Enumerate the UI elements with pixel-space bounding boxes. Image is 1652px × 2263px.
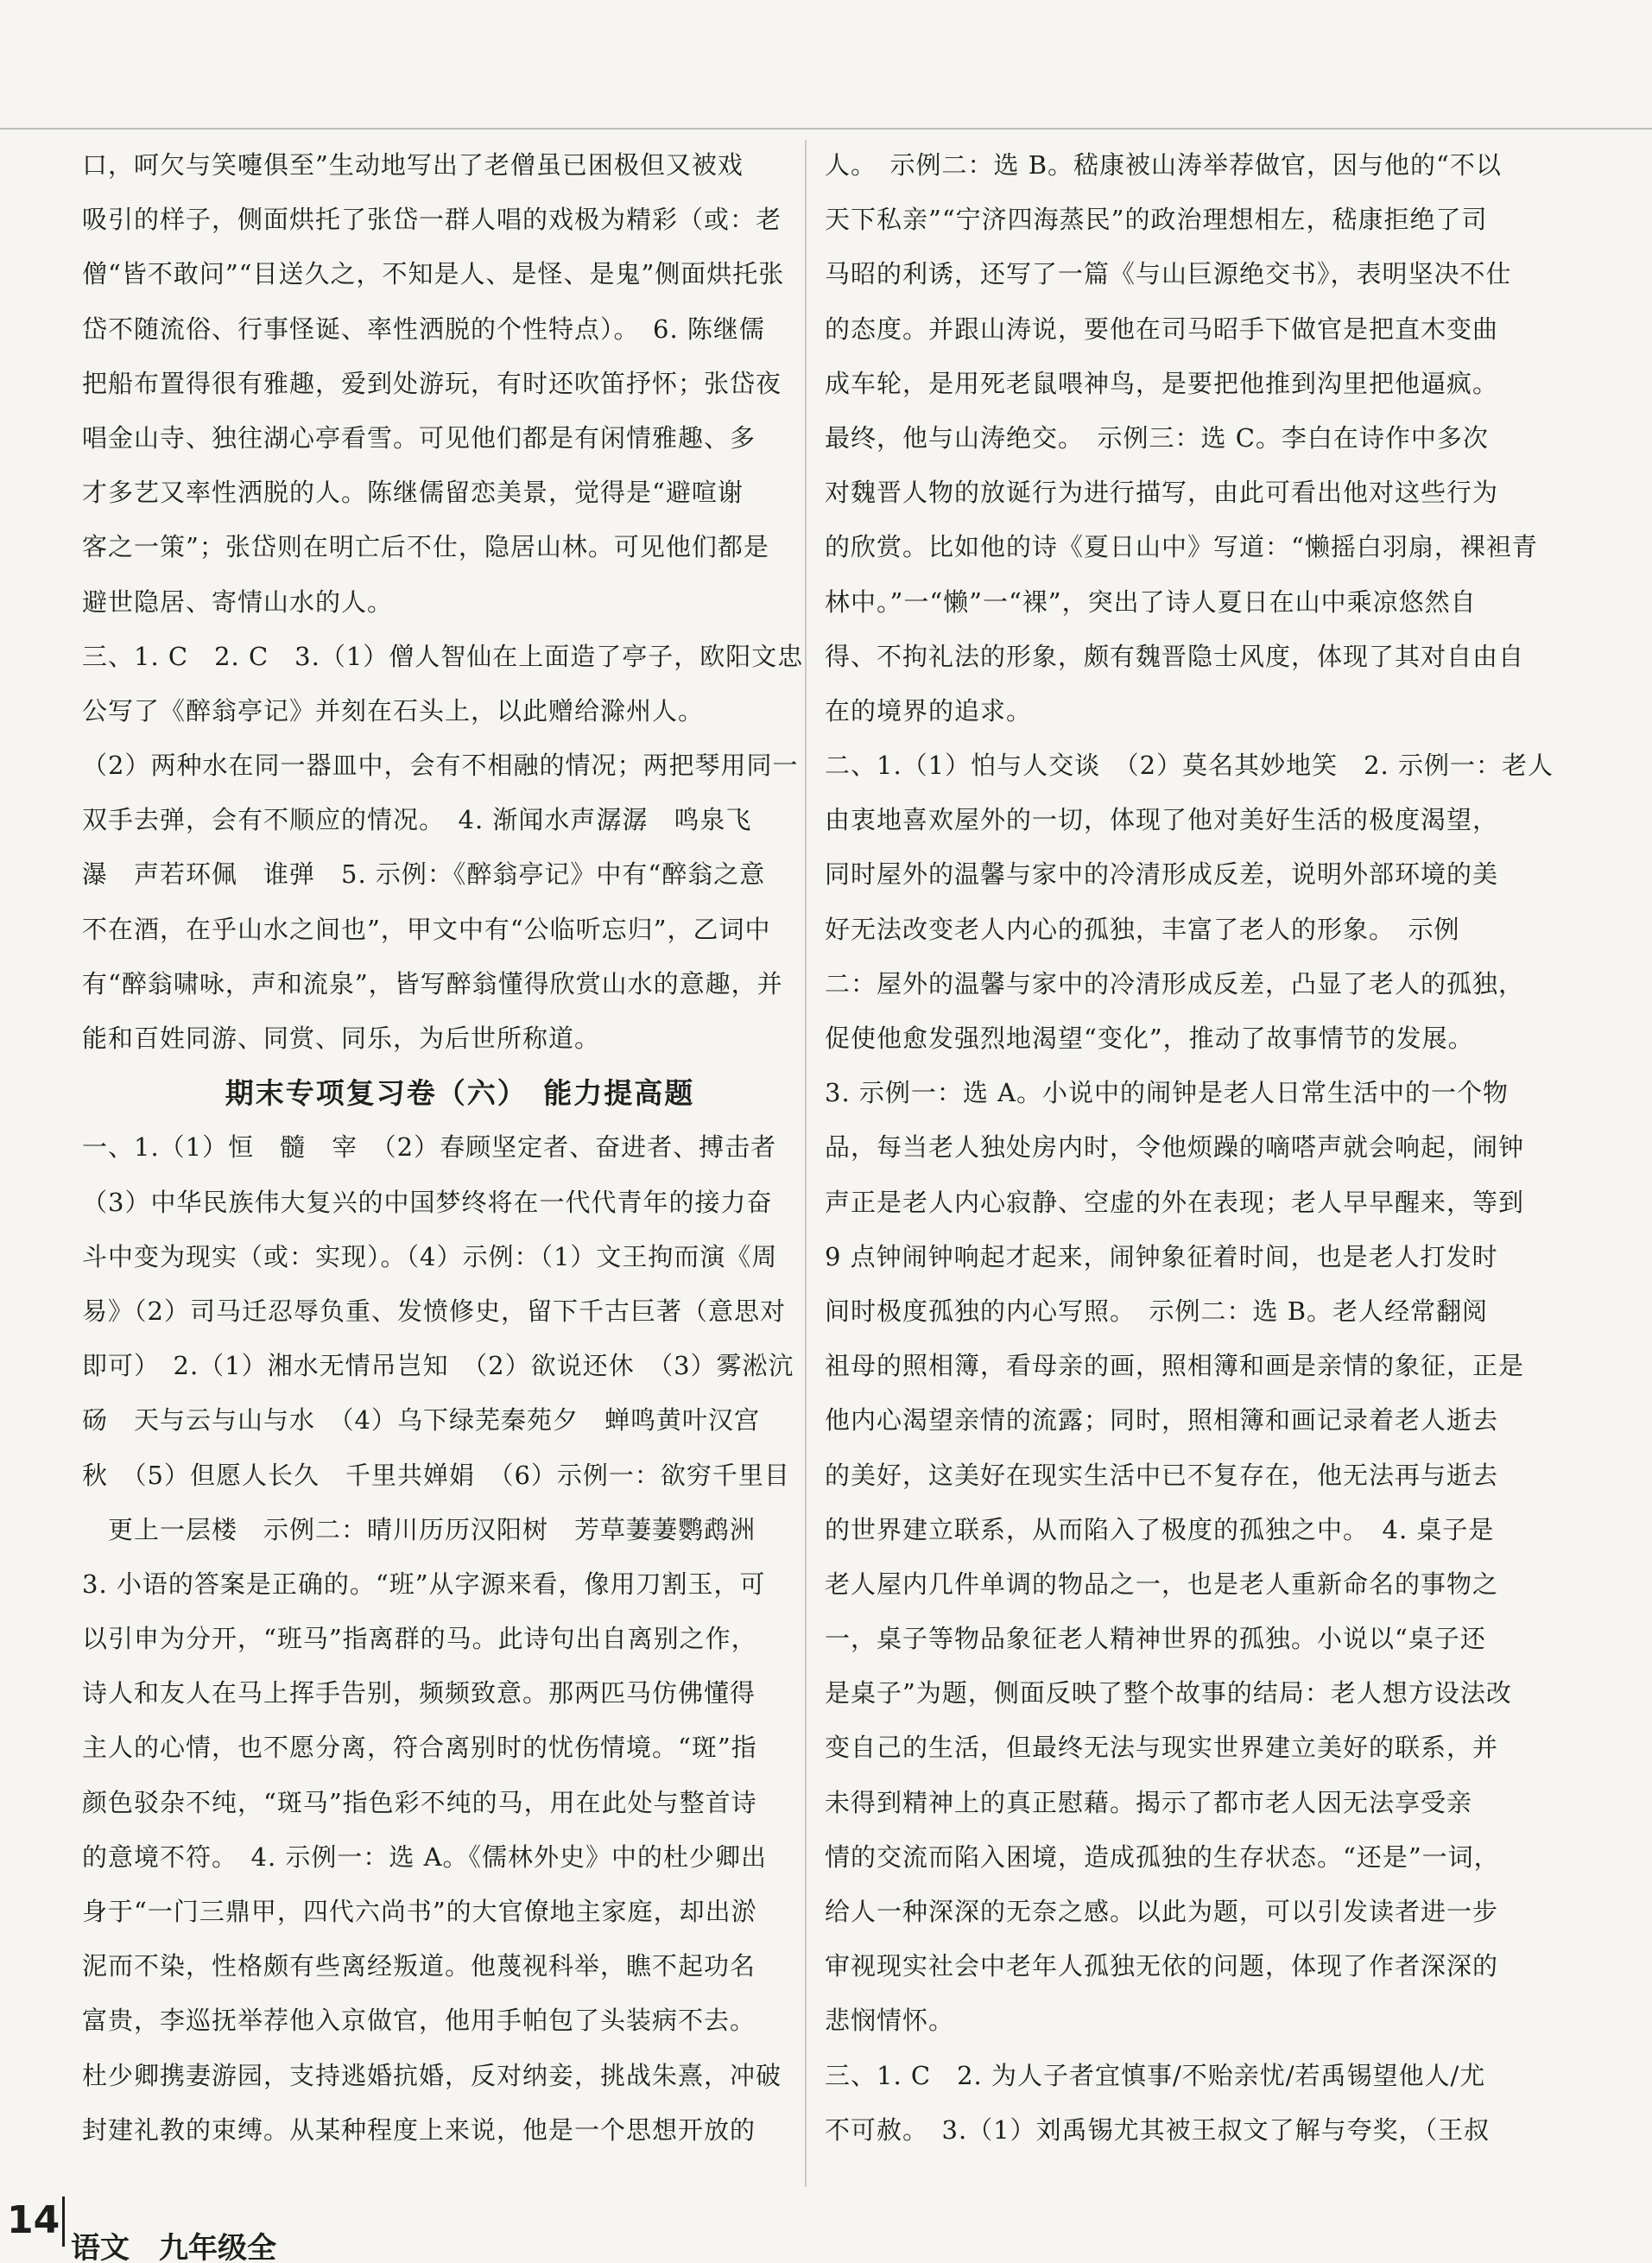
- text-line: （2）两种水在同一器皿中，会有不相融的情况；两把琴用同一: [82, 751, 799, 781]
- column-divider: [805, 140, 807, 2187]
- text-line: 易》（2）司马迁忍辱负重、发愤修史，留下千古巨著（意思对: [82, 1296, 786, 1326]
- text-line: 3. 小语的答案是正确的。“班”从字源来看，像用刀割玉，可: [82, 1569, 766, 1599]
- text-line: 更上一层楼 示例二：晴川历历汉阳树 芳草萋萋鹦鹉洲: [82, 1514, 756, 1544]
- text-line: 给人一种深深的无奈之感。以此为题，可以引发读者进一步: [825, 1897, 1499, 1926]
- text-line: 不可赦。 3.（1）刘禹锡尤其被王叔文了解与夸奖，（王叔: [825, 2114, 1491, 2145]
- text-line: （3）中华民族伟大复兴的中国梦终将在一代代青年的接力奋: [82, 1187, 773, 1217]
- text-line: 是桌子”为题，侧面反映了整个故事的结局：老人想方设法改: [825, 1678, 1512, 1708]
- text-line: 三、1. C 2. 为人子者宜慎事/不贻亲忧/若禹锡望他人/尤: [825, 2060, 1486, 2090]
- right-column: [825, 138, 1580, 2158]
- book-label: 语文 九年级全: [71, 2231, 276, 2263]
- text-line: 在的境界的追求。: [825, 695, 1033, 726]
- text-line: 9 点钟闹钟响起才起来，闹钟象征着时间，也是老人打发时: [825, 1241, 1498, 1271]
- text-line: 斗中变为现实（或：实现）。（4）示例：（1）文王拘而演《周: [82, 1241, 778, 1271]
- text-line: 二：屋外的温馨与家中的冷清形成反差，凸显了老人的孤独，: [825, 968, 1525, 998]
- text-line: 由衷地喜欢屋外的一切，体现了他对美好生活的极度渴望，: [825, 805, 1499, 835]
- text-line: 的意境不符。 4. 示例一：选 A。《儒林外史》中的杜少卿出: [82, 1841, 768, 1872]
- text-line: 客之一策”；张岱则在明亡后不仕，隐居山林。可见他们都是: [82, 532, 769, 562]
- text-line: 吸引的样子，侧面烘托了张岱一群人唱的戏极为精彩（或：老: [82, 205, 782, 235]
- text-line: 马昭的利诱，还写了一篇《与山巨源绝交书》，表明坚决不仕: [825, 259, 1512, 289]
- text-line: 一、1.（1）恒 髓 宰 （2）春顾坚定者、奋进者、搏击者: [82, 1132, 777, 1163]
- text-line: 才多艺又率性洒脱的人。陈继儒留恋美景，觉得是“避喧谢: [82, 478, 744, 508]
- text-line: 唱金山寺、独往湖心亭看雪。可见他们都是有闲情雅趣、多: [82, 422, 756, 453]
- text-line: 的态度。并跟山涛说，要他在司马昭手下做官是把直木变曲: [825, 314, 1499, 344]
- text-line: 能和百姓同游、同赏、同乐，为后世所称道。: [82, 1024, 601, 1053]
- text-line: 不在酒，在乎山水之间也”，甲文中有“公临听忘归”，乙词中: [82, 914, 771, 944]
- text-line: 同时屋外的温馨与家中的冷清形成反差，说明外部环境的美: [825, 859, 1499, 890]
- text-line: 未得到精神上的真正慰藉。揭示了都市老人因无法享受亲: [825, 1787, 1473, 1817]
- text-line: 僧“皆不敢问”“目送久之，不知是人、是怪、是鬼”侧面烘托张: [82, 259, 785, 289]
- text-line: 双手去弹，会有不顺应的情况。 4. 渐闻水声潺潺 鸣泉飞: [82, 805, 752, 835]
- text-line: 成车轮，是用死老鼠喂神鸟，是要把他推到沟里把他逼疯。: [825, 368, 1499, 398]
- text-line: 颜色驳杂不纯，“斑马”指色彩不纯的马，用在此处与整首诗: [82, 1787, 757, 1817]
- text-line: 天下私亲”“宁济四海蒸民”的政治理想相左，嵇康拒绝了司: [825, 205, 1488, 235]
- text-line: 以引申为分开，“班马”指离群的马。此诗句出自离别之作，: [82, 1624, 757, 1654]
- text-line: 主人的心情，也不愿分离，符合离别时的忧伤情境。“斑”指: [82, 1733, 757, 1763]
- text-line: 审视现实社会中老年人孤独无依的问题，体现了作者深深的: [825, 1951, 1499, 1981]
- text-line: 富贵，李巡抚举荐他入京做官，他用手帕包了头装病不去。: [82, 2006, 756, 2036]
- text-line: 即可） 2.（1）湘水无情吊岂知 （2）欲说还休 （3）雾淞沆: [82, 1351, 794, 1381]
- text-line: 品，每当老人独处房内时，令他烦躁的嘀嗒声就会响起，闹钟: [825, 1132, 1525, 1163]
- text-line: 人。 示例二：选 B。嵇康被山涛举荐做官，因与他的“不以: [825, 150, 1502, 180]
- text-line: 声正是老人内心寂静、空虚的外在表现；老人早早醒来，等到: [825, 1187, 1525, 1217]
- text-line: 秋 （5）但愿人长久 千里共婵娟 （6）示例一：欲穷千里目: [82, 1460, 790, 1490]
- page-number: 14: [7, 2198, 60, 2242]
- section-heading: 期末专项复习卷（六） 能力提高题: [225, 1076, 695, 1111]
- text-line: 口，呵欠与笑嚏俱至”生动地写出了老僧虽已困极但又被戏: [82, 150, 744, 180]
- text-line: 杜少卿携妻游园，支持逃婚抗婚，反对纳妾，挑战朱熹，冲破: [82, 2060, 782, 2090]
- text-line: 岱不随流俗、行事怪诞、率性洒脱的个性特点）。 6. 陈继儒: [82, 314, 765, 344]
- text-line: 情的交流而陷入困境，造成孤独的生存状态。“还是”一词，: [825, 1841, 1500, 1872]
- top-rule: [0, 128, 1652, 130]
- text-line: 促使他愈发强烈地渴望“变化”，推动了故事情节的发展。: [825, 1024, 1474, 1053]
- text-line: 3. 示例一：选 A。小说中的闹钟是老人日常生活中的一个物: [825, 1078, 1510, 1108]
- text-line: 封建礼教的束缚。从某种程度上来说，他是一个思想开放的: [82, 2114, 756, 2145]
- text-line: 把船布置得很有雅趣，爱到处游玩，有时还吹笛抒怀；张岱夜: [82, 368, 782, 398]
- text-line: 间时极度孤独的内心写照。 示例二：选 B。老人经常翻阅: [825, 1296, 1489, 1326]
- text-line: 瀑 声若环佩 谁弹 5. 示例：《醉翁亭记》中有“醉翁之意: [82, 859, 766, 890]
- left-column: [82, 138, 838, 2158]
- text-line: 避世隐居、寄情山水的人。: [82, 586, 394, 617]
- text-line: 老人屋内几件单调的物品之一，也是老人重新命名的事物之: [825, 1569, 1499, 1599]
- text-line: 对魏晋人物的放诞行为进行描写，由此可看出他对这些行为: [825, 478, 1499, 508]
- page-footer: [0, 2190, 345, 2263]
- text-line: 诗人和友人在马上挥手告别，频频致意。那两匹马仿佛懂得: [82, 1678, 756, 1708]
- text-line: 最终，他与山涛绝交。 示例三：选 C。李白在诗作中多次: [825, 422, 1489, 453]
- text-line: 三、1. C 2. C 3.（1）僧人智仙在上面造了亭子，欧阳文忠: [82, 641, 804, 671]
- text-line: 一，桌子等物品象征老人精神世界的孤独。小说以“桌子还: [825, 1624, 1486, 1654]
- text-line: 的世界建立联系，从而陷入了极度的孤独之中。 4. 桌子是: [825, 1514, 1495, 1544]
- text-line: 身于“一门三鼎甲，四代六尚书”的大官僚地主家庭，却出淤: [82, 1897, 757, 1926]
- text-line: 砀 天与云与山与水 （4）乌下绿芜秦苑夕 蝉鸣黄叶汉宫: [82, 1405, 760, 1436]
- text-line: 二、1.（1）怕与人交谈 （2）莫名其妙地笑 2. 示例一：老人: [825, 751, 1554, 781]
- text-line: 公写了《醉翁亭记》并刻在石头上，以此赠给滁州人。: [82, 695, 705, 726]
- text-line: 好无法改变老人内心的孤独，丰富了老人的形象。 示例: [825, 914, 1460, 944]
- text-line: 的欣赏。比如他的诗《夏日山中》写道：“懒摇白羽扇，裸袒青: [825, 532, 1538, 562]
- text-line: 的美好，这美好在现实生活中已不复存在，他无法再与逝去: [825, 1460, 1499, 1490]
- text-line: 变自己的生活，但最终无法与现实世界建立美好的联系，并: [825, 1733, 1499, 1763]
- text-line: 他内心渴望亲情的流露；同时，照相簿和画记录着老人逝去: [825, 1405, 1499, 1436]
- text-line: 祖母的照相簿，看母亲的画，照相簿和画是亲情的象征，正是: [825, 1351, 1525, 1381]
- text-line: 林中。”一“懒”一“裸”，突出了诗人夏日在山中乘凉悠然自: [825, 586, 1477, 617]
- text-line: 悲悯情怀。: [825, 2006, 955, 2036]
- text-line: 有“醉翁啸咏，声和流泉”，皆写醉翁懂得欣赏山水的意趣，并: [82, 968, 783, 998]
- text-line: 泥而不染，性格颇有些离经叛道。他蔑视科举，瞧不起功名: [82, 1951, 756, 1981]
- text-line: 得、不拘礼法的形象，颇有魏晋隐士风度，体现了其对自由自: [825, 641, 1525, 671]
